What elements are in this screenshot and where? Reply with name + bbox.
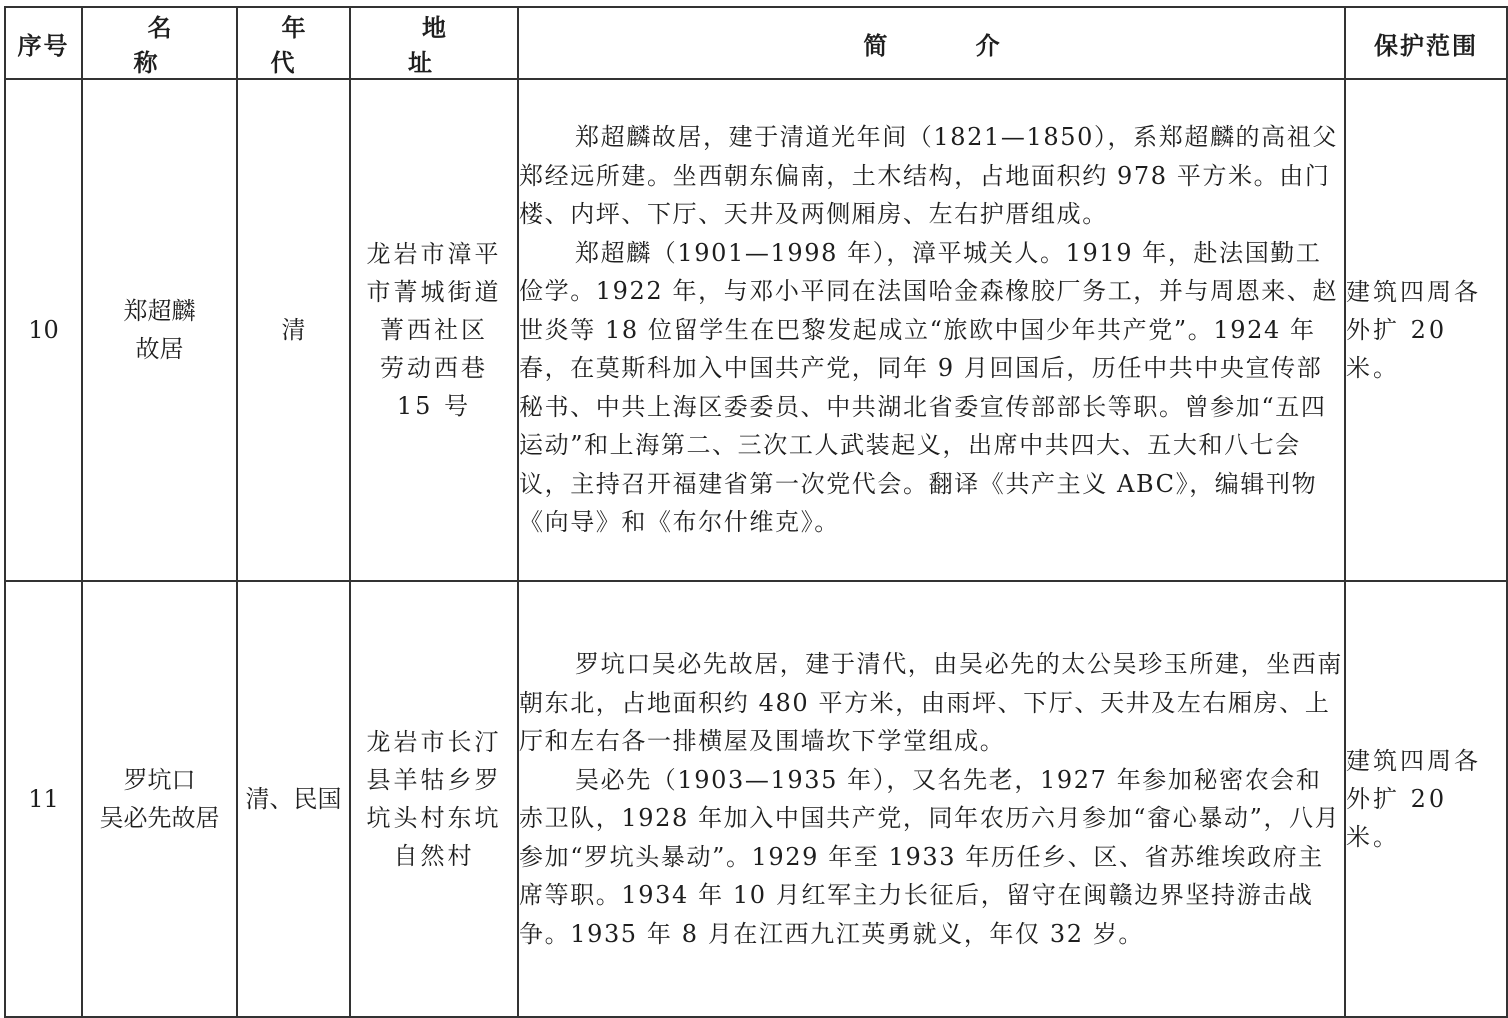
name-cell xyxy=(82,581,237,1017)
intro-paragraph: 罗坑口吴必先故居，建于清代，由吴必先的太公吴珍玉所建，坐西南朝东北，占地面积约 480 平方米，由雨坪、下厅、天井及左右厢房、上厅和左右各一排横屋及围墙坎下学堂组成。 xyxy=(519,650,1343,755)
era-cell: 清、民国 xyxy=(237,581,350,1017)
seq-cell: 10 xyxy=(5,79,82,581)
address-line: 市菁城街道 xyxy=(366,278,502,306)
name-line: 故居 xyxy=(135,335,184,363)
scope-cell: 建筑四周各外扩 20 米。 xyxy=(1345,581,1507,1017)
name-line: 罗坑口 xyxy=(123,766,196,794)
address-line: 县羊牯乡罗 xyxy=(366,766,502,794)
intro-cell xyxy=(518,581,1345,1017)
address-line: 菁西社区 xyxy=(380,316,488,344)
header-name: 名 称 xyxy=(82,7,237,79)
name-line: 吴必先故居 xyxy=(99,804,220,832)
header-seq: 序号 xyxy=(5,7,82,79)
header-era: 年 代 xyxy=(237,7,350,79)
address-cell xyxy=(350,79,518,581)
intro-paragraph: 吴必先（1903—1935 年），又名先老，1927 年参加秘密农会和赤卫队，1928 年加入中国共产党，同年农历六月参加“畲心暴动”，八月参加“罗坑头暴动”。1929 年至 1933 年历任乡、区、省苏维埃政府主席等职。1934 年 10 月红军主力长征后，留守在闽赣边界坚持游击战争。1935 年 8 月在江西九江英勇就义，年仅 32 岁。 xyxy=(519,765,1341,948)
header-address: 地 址 xyxy=(350,7,518,79)
address-cell xyxy=(350,581,518,1017)
name-line: 郑超麟 xyxy=(123,297,196,325)
intro-cell xyxy=(518,79,1345,581)
intro-paragraph: 郑超麟故居，建于清道光年间（1821—1850），系郑超麟的高祖父郑经远所建。坐西朝东偏南，土木结构，占地面积约 978 平方米。由门楼、内坪、下厅、天井及两侧厢房、左右护厝组成。 xyxy=(519,123,1338,229)
address-line: 坑头村东坑 xyxy=(366,804,502,832)
table-row xyxy=(5,79,1507,581)
header-intro: 简 介 xyxy=(518,7,1345,79)
table-row xyxy=(5,581,1507,1017)
heritage-table xyxy=(4,6,1508,1018)
name-cell xyxy=(82,79,237,581)
seq-cell: 11 xyxy=(5,581,82,1017)
address-line: 15 号 xyxy=(396,392,472,420)
header-row xyxy=(5,7,1507,79)
address-line: 劳动西巷 xyxy=(380,354,488,382)
address-line: 龙岩市长汀 xyxy=(366,728,502,756)
era-cell: 清 xyxy=(237,79,350,581)
address-line: 自然村 xyxy=(393,842,475,870)
header-scope: 保护范围 xyxy=(1345,7,1507,79)
intro-paragraph: 郑超麟（1901—1998 年），漳平城关人。1919 年，赴法国勤工俭学。1922 年，与邓小平同在法国哈金森橡胶厂务工，并与周恩来、赵世炎等 18 位留学生在巴黎发起成立“旅欧中国少年共产党”。1924 年春，在莫斯科加入中国共产党，同年 9 月回国后，历任中共中央宣传部秘书、中共上海区委委员、中共湖北省委宣传部部长等职。曾参加“五四运动”和上海第二、三次工人武装起义，出席中共四大、五大和八七会议，主持召开福建省第一次党代会。翻译《共产主义 ABC》，编辑刊物《向导》和《布尔什维克》。 xyxy=(519,238,1339,537)
address-line: 龙岩市漳平 xyxy=(366,240,502,268)
scope-cell: 建筑四周各外扩 20 米。 xyxy=(1345,79,1507,581)
